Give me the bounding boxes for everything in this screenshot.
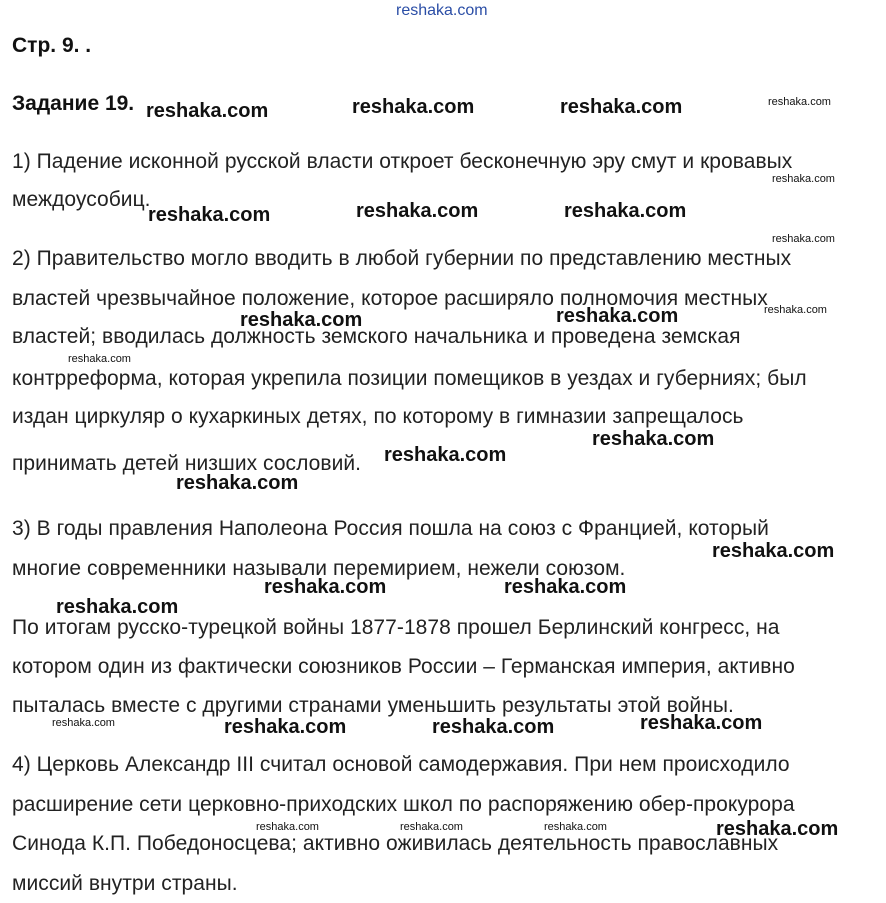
watermark-small: reshaka.com <box>768 96 831 108</box>
text-line: 2) Правительство могло вводить в любой губернии по представлению местных <box>12 247 792 270</box>
watermark: reshaka.com <box>240 309 363 331</box>
watermark: reshaka.com <box>712 540 835 562</box>
watermark: reshaka.com <box>384 444 507 466</box>
text-line: По итогам русско-турецкой войны 1877-1878 прошел Берлинский конгресс, на <box>12 616 780 639</box>
page-label: Стр. 9. . <box>12 34 92 57</box>
text-line: многие современники называли перемирием, нежели союзом. <box>12 557 626 580</box>
watermark-small: reshaka.com <box>52 717 115 729</box>
task-label: Задание 19. <box>12 92 135 115</box>
watermark: reshaka.com <box>560 96 683 118</box>
watermark: reshaka.com <box>264 576 387 598</box>
watermark-small: reshaka.com <box>544 821 607 833</box>
watermark: reshaka.com <box>592 428 715 450</box>
text-line: котором один из фактически союзников России – Германская империя, активно <box>12 655 795 678</box>
text-line: междоусобиц. <box>12 188 151 211</box>
watermark: reshaka.com <box>432 716 555 738</box>
watermark: reshaka.com <box>556 305 679 327</box>
watermark: reshaka.com <box>716 818 839 840</box>
watermark-small: reshaka.com <box>772 233 835 245</box>
text-line: властей чрезвычайное положение, которое расширяло полномочия местных <box>12 287 768 310</box>
watermark: reshaka.com <box>352 96 475 118</box>
text-line: 4) Церковь Александр III считал основой самодержавия. При нем происходило <box>12 753 790 776</box>
watermark: reshaka.com <box>504 576 627 598</box>
watermark: reshaka.com <box>564 200 687 222</box>
text-line: 3) В годы правления Наполеона Россия пошла на союз с Францией, который <box>12 517 769 540</box>
text-line: расширение сети церковно-приходских школ по распоряжению обер-прокурора <box>12 793 795 816</box>
watermark: reshaka.com <box>56 596 179 618</box>
text-line: контрреформа, которая укрепила позиции помещиков в уездах и губерниях; был <box>12 367 807 390</box>
text-line: пыталась вместе с другими странами уменьшить результаты этой войны. <box>12 694 734 717</box>
watermark: reshaka.com <box>148 204 271 226</box>
watermark: reshaka.com <box>224 716 347 738</box>
text-line: властей; вводилась должность земского начальника и проведена земская <box>12 325 741 348</box>
text-line: принимать детей низших сословий. <box>12 452 362 475</box>
watermark-top: reshaka.com <box>396 2 488 19</box>
watermark-small: reshaka.com <box>68 353 131 365</box>
watermark: reshaka.com <box>176 472 299 494</box>
watermark: reshaka.com <box>146 100 269 122</box>
watermark-small: reshaka.com <box>256 821 319 833</box>
text-line: 1) Падение исконной русской власти откроет бесконечную эру смут и кровавых <box>12 150 793 173</box>
text-line: издан циркуляр о кухаркиных детях, по которому в гимназии запрещалось <box>12 405 744 428</box>
watermark-small: reshaka.com <box>764 304 827 316</box>
watermark: reshaka.com <box>640 712 763 734</box>
watermark-small: reshaka.com <box>772 173 835 185</box>
watermark-small: reshaka.com <box>400 821 463 833</box>
text-line: миссий внутри страны. <box>12 872 238 895</box>
watermark: reshaka.com <box>356 200 479 222</box>
text-line: Синода К.П. Победоносцева; активно оживилась деятельность православных <box>12 832 779 855</box>
